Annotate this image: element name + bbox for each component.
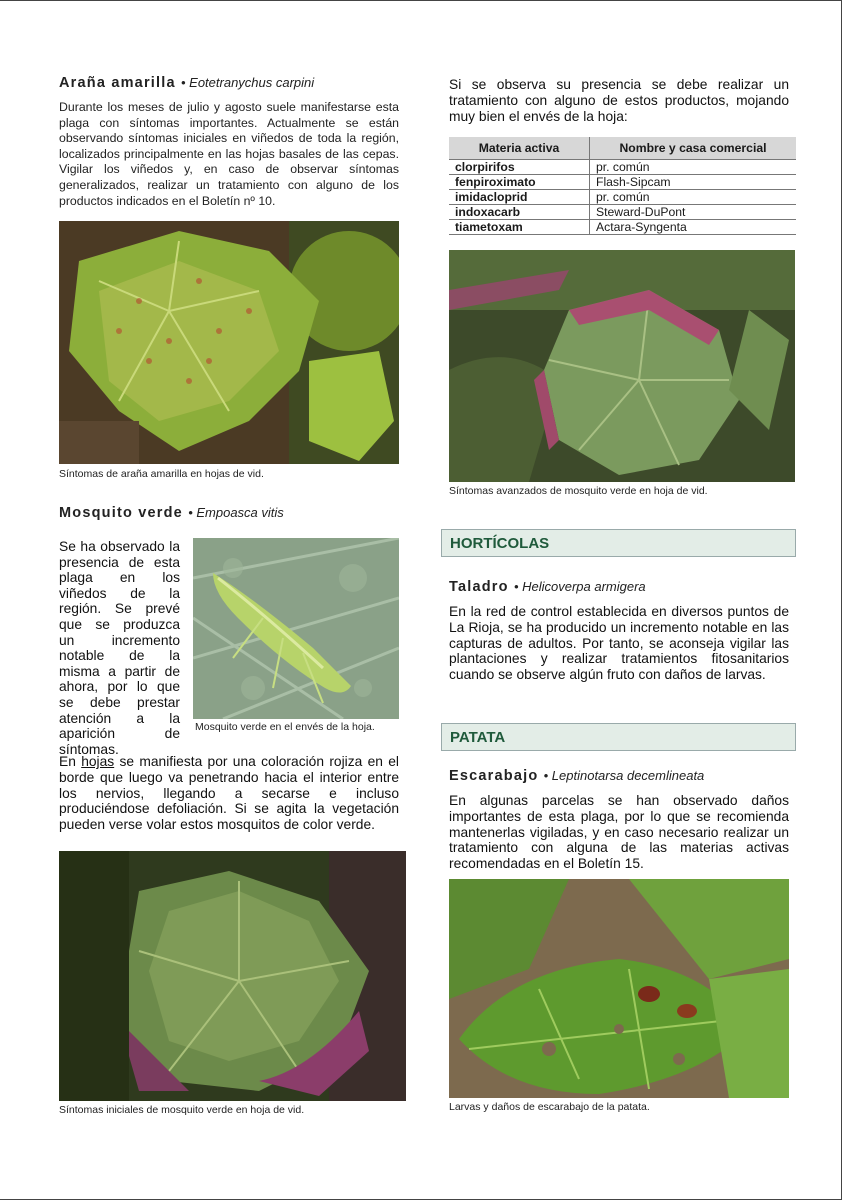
mosquito-title: Mosquito verde: [59, 505, 183, 521]
taladro-sci-name: • Helicoverpa armigera: [513, 579, 646, 594]
mosquito-paragraph-1: Se ha observado la presencia de esta plaga en los viñedos de la región. Se prevé que se produzca un incremento notable de la misma a partir de ahora, por lo que se debe prestar atención a la aparición de síntomas.: [59, 539, 180, 757]
escarabajo-sci-name: • Leptinotarsa decemlineata: [543, 768, 705, 783]
mosquito-initial-caption: Síntomas iniciales de mosquito verde en hoja de vid.: [59, 1104, 305, 1116]
products-table-header-materia: Materia activa: [449, 137, 590, 160]
nombre-comercial-cell: Flash-Sipcam: [590, 175, 797, 190]
section-horticolas: HORTÍCOLAS: [441, 529, 796, 557]
photo-arana-amarilla: [59, 221, 399, 464]
photo-mosquito-verde-advanced: [449, 250, 795, 482]
arana-sci-text: Eotetranychus carpini: [189, 75, 315, 90]
escarabajo-caption: Larvas y daños de escarabajo de la patata.: [449, 1101, 650, 1113]
mosquito-sci-text: Empoasca vitis: [196, 505, 284, 520]
table-row: [449, 190, 796, 205]
products-table-wrapper: [449, 137, 796, 235]
arana-title: Araña amarilla: [59, 75, 176, 91]
nombre-comercial-cell: Steward-DuPont: [590, 205, 797, 220]
escarabajo-title: Escarabajo: [449, 768, 539, 784]
taladro-paragraph: En la red de control establecida en diversos puntos de La Rioja, se ha producido un incremento notable en las capturas de adultos. Por tanto, se aconseja vigilar las plantaciones y realizar tratamientos fitosanitarios cuando se observe algún fruto con daños de larvas.: [449, 604, 789, 683]
photo-mosquito-verde-initial: [59, 851, 406, 1101]
mosquito-paragraph-2-pre: En: [59, 754, 82, 769]
materia-activa-cell: clorpirifos: [449, 160, 590, 175]
treatment-caption: Síntomas avanzados de mosquito verde en hoja de vid.: [449, 485, 708, 497]
treatment-paragraph: Si se observa su presencia se debe realizar un tratamiento con alguno de estos productos, mojando muy bien el envés de la hoja:: [449, 77, 789, 124]
photo-mosquito-verde-insect: [193, 538, 399, 719]
products-table: [449, 137, 796, 235]
nombre-comercial-cell: pr. común: [590, 160, 797, 175]
materia-activa-cell: tiametoxam: [449, 220, 590, 235]
nombre-comercial-cell: pr. común: [590, 190, 797, 205]
arana-caption: Síntomas de araña amarilla en hojas de vid.: [59, 468, 264, 480]
mosquito-paragraph-2: [59, 754, 399, 833]
escarabajo-sci-text: Leptinotarsa decemlineata: [551, 768, 705, 783]
nombre-comercial-cell: Actara-Syngenta: [590, 220, 797, 235]
hojas-link[interactable]: hojas: [81, 754, 115, 769]
table-row: [449, 220, 796, 235]
arana-sci-name: • Eotetranychus carpini: [180, 75, 315, 90]
arana-heading: [59, 75, 314, 91]
materia-activa-cell: indoxacarb: [449, 205, 590, 220]
mosquito-sci-name: • Empoasca vitis: [188, 505, 284, 520]
table-row: [449, 205, 796, 220]
escarabajo-heading: [449, 768, 704, 784]
arana-paragraph: Durante los meses de julio y agosto suele manifestarse esta plaga con síntomas importantes. Actualmente se están observando síntomas iniciales en viñedos de toda la región, localizados principalmente en las hojas basales de las cepas. Vigilar los viñedos y, en caso de observar síntomas generalizados, realizar un tratamiento con alguno de los productos indicados en el Boletín nº 10.: [59, 100, 399, 208]
products-table-header-row: [449, 137, 796, 160]
materia-activa-cell: fenpiroximato: [449, 175, 590, 190]
taladro-sci-text: Helicoverpa armigera: [522, 579, 646, 594]
mosquito-paragraph-2-post: se manifiesta por una coloración rojiza en el borde que luego va penetrando hacia el interior entre los nervios, llegando a secarse e incluso produciéndose defoliación. Si se agita la vegetación pueden verse volar estos mosquitos de color verde.: [59, 754, 399, 833]
mosquito-insect-caption: Mosquito verde en el envés de la hoja.: [195, 721, 375, 733]
products-table-header-nombre: Nombre y casa comercial: [590, 137, 797, 160]
taladro-title: Taladro: [449, 579, 509, 595]
table-row: [449, 160, 796, 175]
photo-escarabajo-patata: [449, 879, 789, 1098]
taladro-heading: [449, 579, 646, 595]
table-row: [449, 175, 796, 190]
escarabajo-paragraph: En algunas parcelas se han observado daños importantes de esta plaga, por lo que se recomienda mantenerlas vigiladas, y en caso necesario realizar un tratamiento con alguna de las materias activas recomendadas en el Boletín 15.: [449, 793, 789, 872]
materia-activa-cell: imidacloprid: [449, 190, 590, 205]
section-patata: PATATA: [441, 723, 796, 751]
mosquito-heading: [59, 505, 284, 521]
